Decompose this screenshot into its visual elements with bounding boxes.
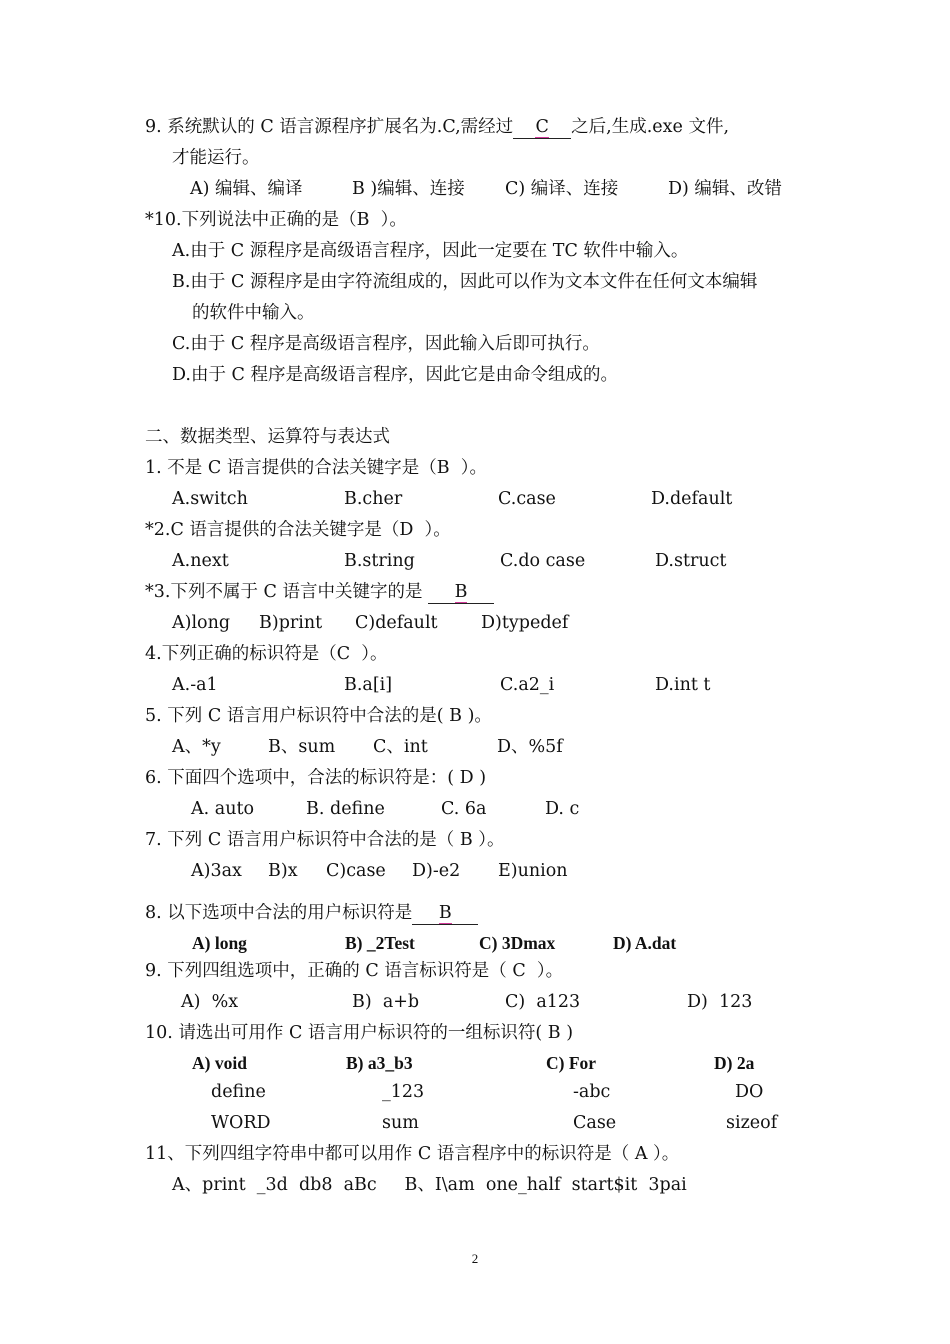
s2-q8-option-d: D) A.dat bbox=[613, 933, 677, 953]
s2-q10-option-a: A) void bbox=[192, 1053, 247, 1073]
s2-q4-option-a: A.-a1 bbox=[172, 675, 218, 695]
s2-q3-option-a: A)long bbox=[172, 613, 231, 633]
q10-stem: *10.下列说法中正确的是（B ）。 bbox=[145, 210, 407, 230]
s2-q9-option-b: B) a+b bbox=[352, 992, 420, 1012]
s2-q6-option-c: C. 6a bbox=[441, 799, 487, 819]
s2-q1-option-b: B.cher bbox=[344, 489, 403, 509]
q9-option-c: C) 编译、连接 bbox=[505, 179, 619, 199]
s2-q3-option-d: D)typedef bbox=[481, 613, 569, 633]
s2-q4-stem: 4.下列正确的标识符是（C ）。 bbox=[145, 644, 388, 664]
q9-option-d: D) 编辑、改错 bbox=[668, 179, 782, 199]
s2-q7-option-b: B)x bbox=[268, 861, 298, 881]
s2-q2-option-a: A.next bbox=[172, 551, 229, 571]
s2-q1-option-c: C.case bbox=[498, 489, 556, 509]
q9-line1: 9. 系统默认的 C 语言源程序扩展名为.C,需经过 C 之后,生成.exe 文件, bbox=[145, 117, 730, 137]
s2-q7-option-d: D)-e2 bbox=[412, 861, 461, 881]
s2-q6-option-d: D. c bbox=[545, 799, 580, 819]
s2-q10-stem: 10. 请选出可用作 C 语言用户标识符的一组标识符( B ) bbox=[145, 1023, 574, 1043]
s2-q9-option-d: D) 123 bbox=[687, 992, 753, 1012]
s2-q4-option-c: C.a2_i bbox=[500, 675, 555, 695]
s2-q10-d-item2: DO bbox=[735, 1082, 764, 1102]
q10-option-b-line1: B.由于 C 源程序是由字符流组成的，因此可以作为文本文件在任何文本编辑 bbox=[172, 272, 758, 292]
s2-q3-answer-blank: B bbox=[428, 581, 494, 604]
s2-q10-b-item3: sum bbox=[382, 1113, 419, 1133]
q9-answer-blank: C bbox=[513, 116, 571, 139]
q10-option-c: C.由于 C 程序是高级语言程序，因此输入后即可执行。 bbox=[172, 334, 600, 354]
q10-option-a: A.由于 C 源程序是高级语言程序，因此一定要在 TC 软件中输入。 bbox=[172, 241, 689, 261]
s2-q4-option-d: D.int t bbox=[655, 675, 711, 695]
s2-q9-stem: 9. 下列四组选项中，正确的 C 语言标识符是（ C ）。 bbox=[145, 961, 564, 981]
q10-option-d: D.由于 C 程序是高级语言程序，因此它是由命令组成的。 bbox=[172, 365, 618, 385]
s2-q10-c-item2: -abc bbox=[573, 1082, 611, 1102]
section-title: 二、数据类型、运算符与表达式 bbox=[145, 427, 390, 447]
page-number: 2 bbox=[471, 1251, 479, 1266]
s2-q2-option-c: C.do case bbox=[500, 551, 586, 571]
s2-q2-option-b: B.string bbox=[344, 551, 415, 571]
s2-q8-answer-blank: B bbox=[412, 902, 478, 925]
s2-q7-option-a: A)3ax bbox=[191, 861, 242, 881]
s2-q6-option-a: A. auto bbox=[191, 799, 255, 819]
s2-q5-option-a: A、*y bbox=[172, 737, 221, 757]
s2-q3-option-b: B)print bbox=[259, 613, 323, 633]
s2-q10-a-item2: define bbox=[211, 1082, 266, 1102]
s2-q10-b-item2: _123 bbox=[382, 1082, 425, 1102]
s2-q11-options: A、print _3d db8 aBc B、I\am one_half start$it 3pai bbox=[172, 1175, 687, 1195]
s2-q9-option-c: C) a123 bbox=[505, 992, 581, 1012]
s2-q10-c-item3: Case bbox=[573, 1113, 617, 1133]
s2-q7-option-e: E)union bbox=[498, 861, 568, 881]
s2-q10-d-item3: sizeof bbox=[726, 1113, 778, 1133]
s2-q1-option-d: D.default bbox=[651, 489, 733, 509]
s2-q3-option-c: C)default bbox=[355, 613, 438, 633]
s2-q8-stem: 8. 以下选项中合法的用户标识符是 B bbox=[145, 902, 478, 925]
s2-q2-option-d: D.struct bbox=[655, 551, 727, 571]
s2-q5-option-d: D、%5f bbox=[497, 737, 563, 757]
s2-q4-option-b: B.a[i] bbox=[344, 675, 393, 695]
s2-q10-a-item3: WORD bbox=[211, 1113, 271, 1133]
s2-q6-option-b: B. define bbox=[306, 799, 385, 819]
s2-q7-stem: 7. 下列 C 语言用户标识符中合法的是（ B ）。 bbox=[145, 830, 505, 850]
s2-q11-stem: 11、下列四组字符串中都可以用作 C 语言程序中的标识符是（ A ）。 bbox=[145, 1144, 680, 1164]
q9-option-a: A) 编辑、编译 bbox=[190, 179, 303, 199]
s2-q9-option-a: A) %x bbox=[181, 992, 239, 1012]
q10-option-b-line2: 的软件中输入。 bbox=[192, 303, 315, 323]
s2-q10-option-c: C) For bbox=[546, 1053, 597, 1073]
s2-q8-option-a: A) long bbox=[192, 933, 247, 953]
s2-q7-option-c: C)case bbox=[326, 861, 386, 881]
s2-q1-stem: 1. 不是 C 语言提供的合法关键字是（B ）。 bbox=[145, 458, 488, 478]
s2-q5-option-b: B、sum bbox=[268, 737, 336, 757]
s2-q2-stem: *2.C 语言提供的合法关键字是（D ）。 bbox=[145, 520, 451, 540]
q9-option-b: B )编辑、连接 bbox=[352, 179, 465, 199]
s2-q5-option-c: C、int bbox=[373, 737, 428, 757]
s2-q3-stem: *3.下列不属于 C 语言中关键字的是 B bbox=[145, 581, 494, 604]
s2-q10-option-d: D) 2a bbox=[714, 1053, 755, 1073]
s2-q8-option-c: C) 3Dmax bbox=[479, 933, 556, 953]
s2-q1-option-a: A.switch bbox=[172, 489, 248, 509]
s2-q10-option-b: B) a3_b3 bbox=[346, 1053, 413, 1073]
s2-q6-stem: 6. 下面四个选项中，合法的标识符是：( D ) bbox=[145, 768, 487, 788]
s2-q5-stem: 5. 下列 C 语言用户标识符中合法的是( B )。 bbox=[145, 706, 492, 726]
s2-q8-option-b: B) _2Test bbox=[345, 933, 415, 953]
q9-line2: 才能运行。 bbox=[172, 148, 260, 168]
